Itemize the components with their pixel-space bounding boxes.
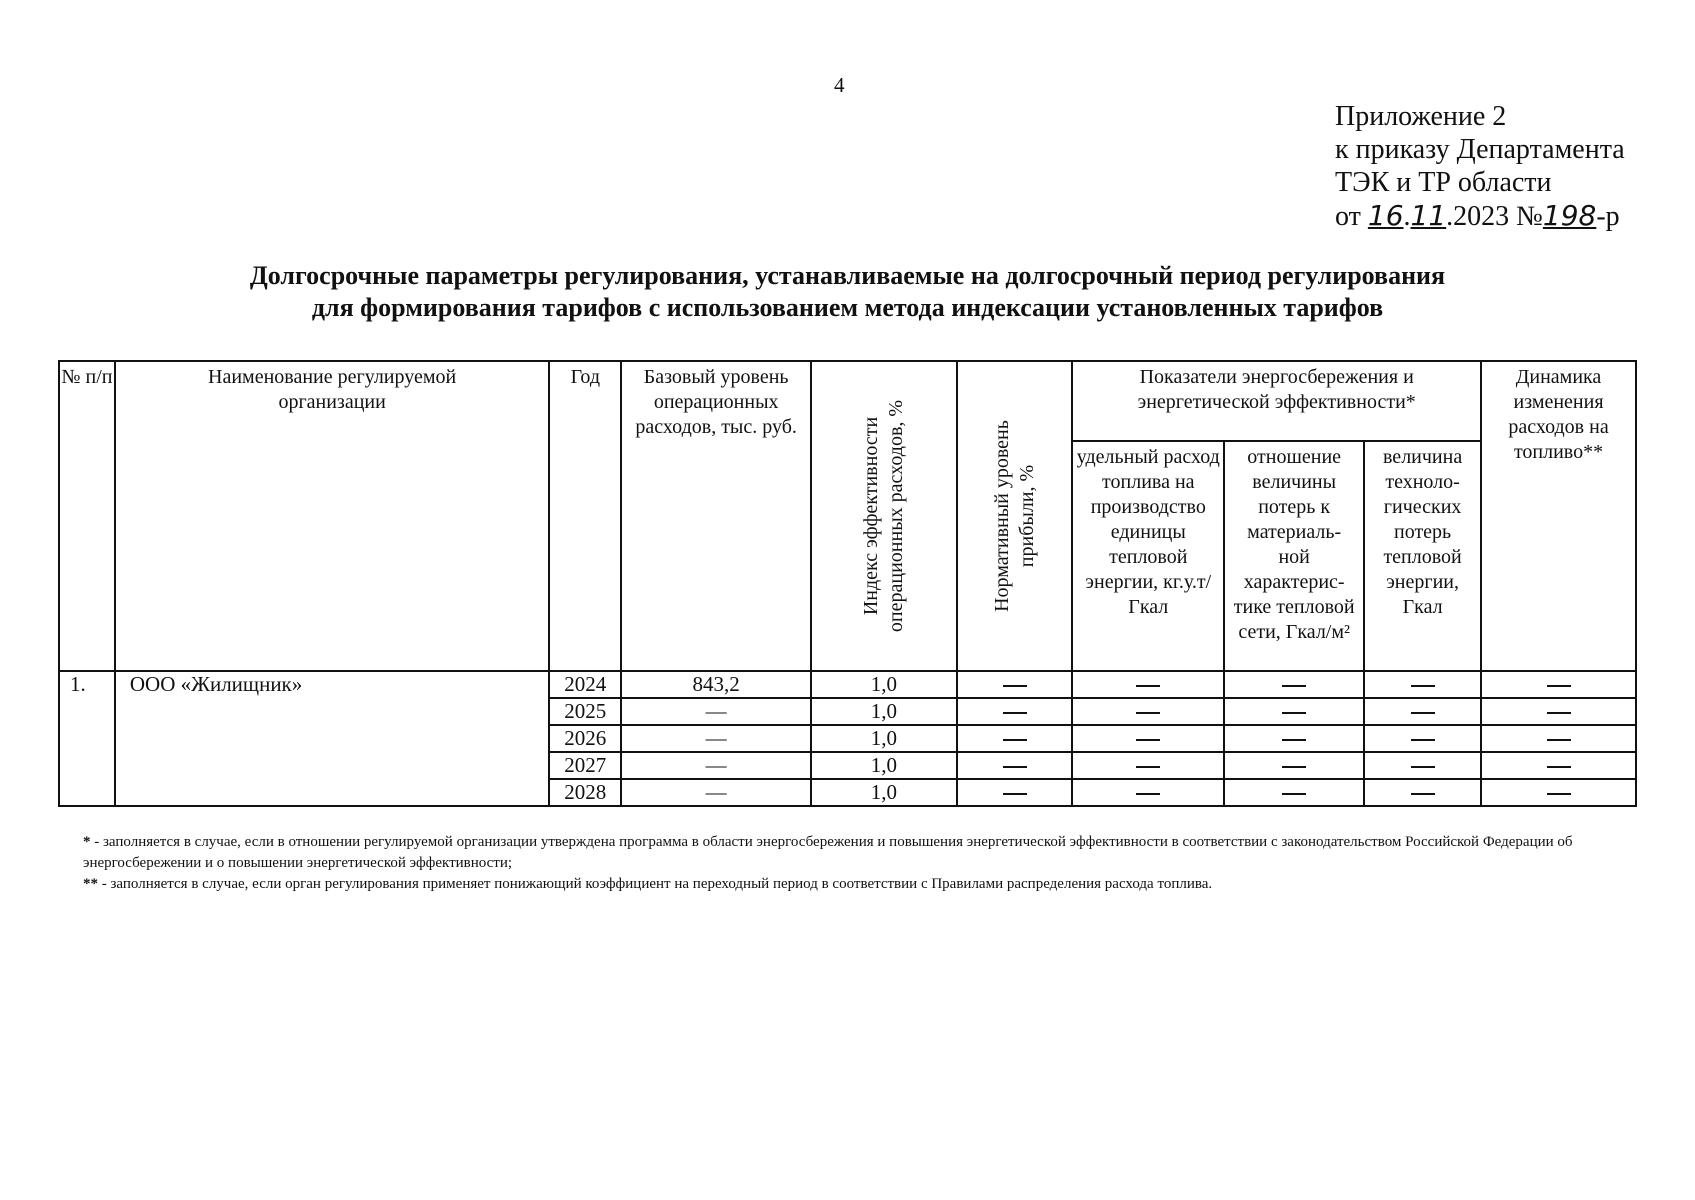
appendix-date-line: от 16.11.2023 №198-р xyxy=(1335,199,1620,232)
cell-dynamics xyxy=(1481,725,1636,752)
header-losses: величина техноло-гических потерь тепловой энергии, Гкал xyxy=(1364,441,1481,671)
cell-profit xyxy=(957,725,1073,752)
dash xyxy=(1003,712,1027,714)
header-dynamics: Динамика изменения расходов на топливо** xyxy=(1481,361,1636,671)
dash xyxy=(1003,766,1027,768)
dash xyxy=(1282,712,1306,714)
date-prefix: от xyxy=(1335,201,1361,232)
dash xyxy=(1411,712,1435,714)
cell-year: 2027 xyxy=(549,752,621,779)
page-number: 4 xyxy=(834,73,845,97)
dash xyxy=(1547,712,1571,714)
parameters-table xyxy=(58,360,1637,807)
cell-ratio xyxy=(1224,671,1364,698)
dash xyxy=(1411,793,1435,795)
table-row xyxy=(59,671,1636,698)
cell-year: 2024 xyxy=(549,671,621,698)
dash xyxy=(1136,766,1160,768)
dash xyxy=(1136,793,1160,795)
appendix-header xyxy=(1335,100,1625,233)
cell-losses xyxy=(1364,752,1481,779)
footnote-1-mark: * xyxy=(83,834,91,850)
header-profit: Нормативный уровень прибыли, % xyxy=(990,420,1038,612)
cell-ratio xyxy=(1224,698,1364,725)
order-suffix: -р xyxy=(1596,201,1620,232)
title-line1: Долгосрочные параметры регулирования, устанавливаемые на долгосрочный период регулирования xyxy=(249,261,1446,290)
header-fuel: удельный расход топлива на производство единицы тепловой энергии, кг.у.т/Гкал xyxy=(1072,441,1224,671)
dash xyxy=(1282,793,1306,795)
cell-fuel xyxy=(1072,779,1224,806)
footnote-1-text: - заполняется в случае, если в отношении регулируемой организации утверждена программа в области энергосбережения и повышения энергетической эффективности в соответствии с законодательством Российской Федерации об энергосбережении и о повышении энергетической эффективности; xyxy=(83,834,1573,871)
cell-index: 1,0 xyxy=(811,752,957,779)
cell-year: 2026 xyxy=(549,725,621,752)
header-ratio: отношение величины потерь к материаль-ной характерис-тике тепловой сети, Гкал/м² xyxy=(1224,441,1364,671)
cell-profit xyxy=(957,671,1073,698)
cell-base: — xyxy=(621,725,811,752)
date-month: 11 xyxy=(1410,199,1447,232)
dash xyxy=(1547,793,1571,795)
cell-losses xyxy=(1364,779,1481,806)
header-year: Год xyxy=(549,361,621,671)
appendix-line3: ТЭК и ТР области xyxy=(1335,167,1552,198)
cell-index: 1,0 xyxy=(811,779,957,806)
dash xyxy=(1136,739,1160,741)
appendix-line2: к приказу Департамента xyxy=(1335,134,1625,165)
cell-base: — xyxy=(621,779,811,806)
dash xyxy=(1282,739,1306,741)
dash xyxy=(1003,793,1027,795)
cell-dynamics xyxy=(1481,671,1636,698)
header-profit-cell xyxy=(957,361,1073,671)
header-index-cell xyxy=(811,361,957,671)
header-energy-group: Показатели энергосбережения и энергетической эффективности* xyxy=(1072,361,1481,441)
dash xyxy=(1003,739,1027,741)
header-index: Индекс эффективности операционных расходов, % xyxy=(859,399,907,633)
cell-fuel xyxy=(1072,725,1224,752)
appendix-line1: Приложение 2 xyxy=(1335,101,1507,132)
cell-ratio xyxy=(1224,752,1364,779)
dash xyxy=(1547,766,1571,768)
cell-ratio xyxy=(1224,725,1364,752)
org-name: ООО «Жилищник» xyxy=(115,671,549,806)
cell-profit xyxy=(957,698,1073,725)
footnote-2-text: - заполняется в случае, если орган регулирования применяет понижающий коэффициент на переходный период в соответствии с Правилами распределения расхода топлива. xyxy=(98,876,1213,892)
dash xyxy=(1547,739,1571,741)
dash xyxy=(1136,712,1160,714)
footnote-2-mark: ** xyxy=(83,876,98,892)
cell-fuel xyxy=(1072,752,1224,779)
cell-losses xyxy=(1364,671,1481,698)
dash xyxy=(1411,766,1435,768)
document-title xyxy=(60,260,1635,324)
order-number: 198 xyxy=(1542,199,1597,232)
cell-base: 843,2 xyxy=(621,671,811,698)
cell-profit xyxy=(957,752,1073,779)
cell-profit xyxy=(957,779,1073,806)
dash xyxy=(1411,685,1435,687)
dash xyxy=(1282,766,1306,768)
cell-base: — xyxy=(621,698,811,725)
header-num: № п/п xyxy=(59,361,115,671)
header-base: Базовый уровень операционных расходов, тыс. руб. xyxy=(621,361,811,671)
cell-dynamics xyxy=(1481,779,1636,806)
cell-year: 2025 xyxy=(549,698,621,725)
org-number: 1. xyxy=(59,671,115,806)
dash xyxy=(1411,739,1435,741)
cell-losses xyxy=(1364,698,1481,725)
cell-index: 1,0 xyxy=(811,725,957,752)
cell-dynamics xyxy=(1481,698,1636,725)
cell-base: — xyxy=(621,752,811,779)
title-line2: для формирования тарифов с использованием метода индексации установленных тарифов xyxy=(311,293,1384,322)
cell-index: 1,0 xyxy=(811,698,957,725)
footnotes xyxy=(83,832,1583,895)
cell-losses xyxy=(1364,725,1481,752)
cell-index: 1,0 xyxy=(811,671,957,698)
cell-dynamics xyxy=(1481,752,1636,779)
date-year: .2023 № xyxy=(1446,201,1543,232)
dash xyxy=(1547,685,1571,687)
footnote-2 xyxy=(83,874,1583,895)
dash xyxy=(1282,685,1306,687)
dash xyxy=(1136,685,1160,687)
cell-fuel xyxy=(1072,671,1224,698)
cell-ratio xyxy=(1224,779,1364,806)
dash xyxy=(1003,685,1027,687)
cell-fuel xyxy=(1072,698,1224,725)
header-name: Наименование регулируемой организации xyxy=(115,361,549,671)
footnote-1 xyxy=(83,832,1583,874)
cell-year: 2028 xyxy=(549,779,621,806)
date-day: 16 xyxy=(1367,199,1404,232)
